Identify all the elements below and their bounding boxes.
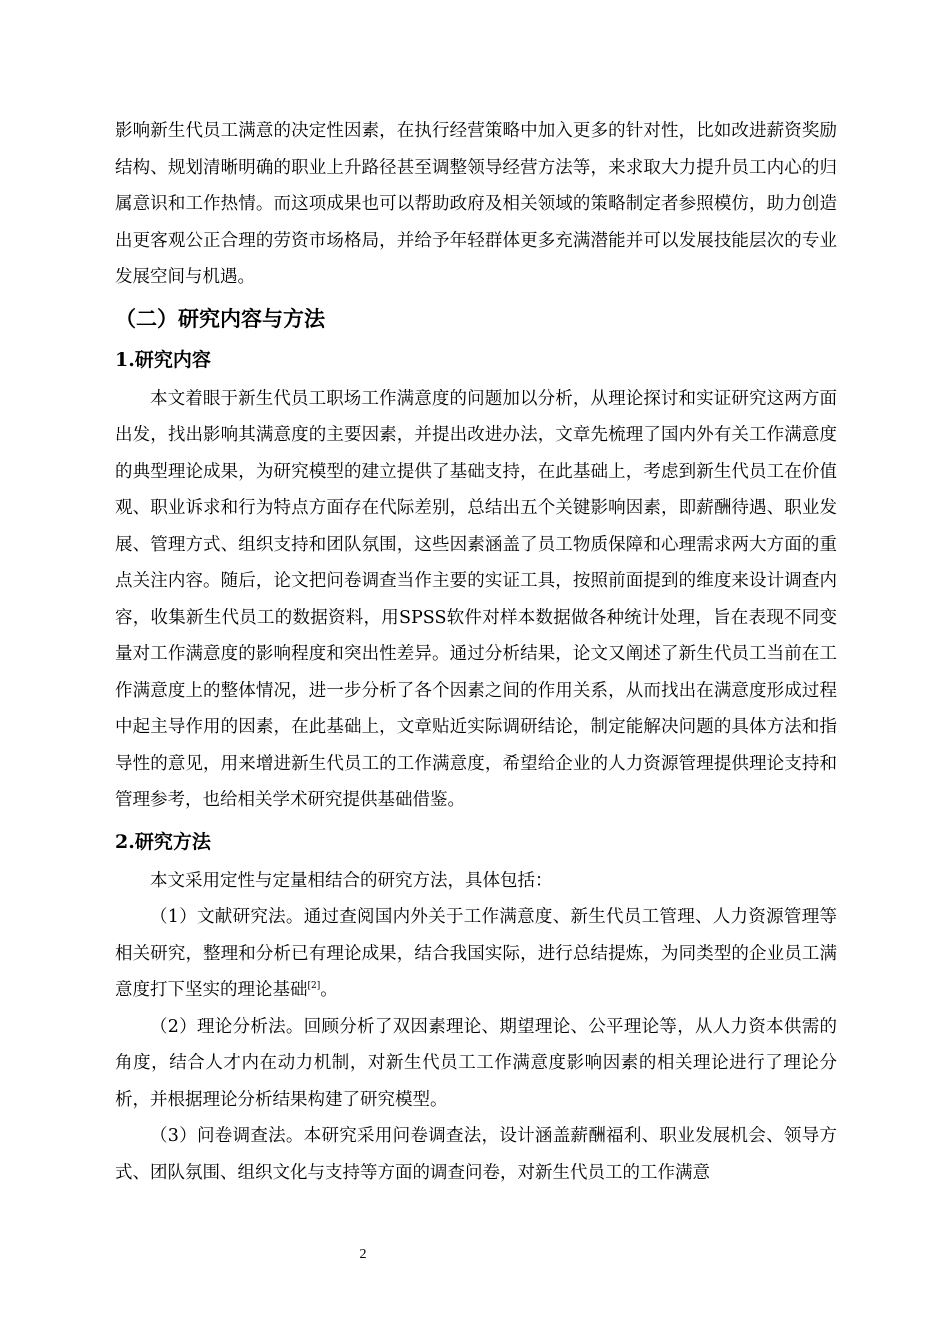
method-theory-paragraph: （2）理论分析法。回顾分析了双因素理论、期望理论、公平理论等，从人力资本供需的角度，结合人才内在动力机制，对新生代员工工作满意度影响因素的相关理论进行了理论分析，并根据理论分析结果构建了研究模型。 <box>115 1016 837 1110</box>
research-content-heading: 1.研究内容 <box>115 348 211 371</box>
page-body <box>115 113 837 1191</box>
method-literature-paragraph <box>115 899 837 1009</box>
method-survey-paragraph: （3）问卷调查法。本研究采用问卷调查法，设计涵盖薪酬福利、职业发展机会、领导方式、团队氛围、组织文化与支持等方面的调查问卷，对新生代员工的工作满意 <box>115 1126 837 1183</box>
method-literature-end: 。 <box>320 980 338 1000</box>
method-literature-text: （1）文献研究法。通过查阅国内外关于工作满意度、新生代员工管理、人力资源管理等相关研究，整理和分析已有理论成果，结合我国实际，进行总结提炼，为同类型的企业员工满意度打下坚实的理论基础 <box>115 907 837 1000</box>
citation-reference: [2] <box>307 981 321 992</box>
page-number: 2 <box>359 1247 367 1262</box>
research-method-heading: 2.研究方法 <box>115 830 211 853</box>
research-content-paragraph: 本文着眼于新生代员工职场工作满意度的问题加以分析，从理论探讨和实证研究这两方面出发，找出影响其满意度的主要因素，并提出改进办法，文章先梳理了国内外有关工作满意度的典型理论成果，为研究模型的建立提供了基础支持，在此基础上，考虑到新生代员工在价值观、职业诉求和行为特点方面存在代际差别，总结出五个关键影响因素，即薪酬待遇、职业发展、管理方式、组织支持和团队氛围，这些因素涵盖了员工物质保障和心理需求两大方面的重点关注内容。随后，论文把问卷调查当作主要的实证工具，按照前面提到的维度来设计调查内容，收集新生代员工的数据资料，用SPSS软件对样本数据做各种统计处理，旨在表现不同变量对工作满意度的影响程度和突出性差异。通过分析结果，论文又阐述了新生代员工当前在工作满意度上的整体情况，进一步分析了各个因素之间的作用关系，从而找出在满意度形成过程中起主导作用的因素，在此基础上，文章贴近实际调研结论，制定能解决问题的具体方法和指导性的意见，用来增进新生代员工的工作满意度，希望给企业的人力资源管理提供理论支持和管理参考，也给相关学术研究提供基础借鉴。 <box>115 388 837 810</box>
method-intro-paragraph: 本文采用定性与定量相结合的研究方法，具体包括： <box>150 870 553 891</box>
section-heading: （二）研究内容与方法 <box>115 305 325 331</box>
intro-continuation-paragraph: 影响新生代员工满意的决定性因素，在执行经营策略中加入更多的针对性，比如改进薪资奖励结构、规划清晰明确的职业上升路径甚至调整领导经营方法等，来求取大力提升员工内心的归属意识和工作热情。而这项成果也可以帮助政府及相关领域的策略制定者参照模仿，助力创造出更客观公正合理的劳资市场格局，并给予年轻群体更多充满潜能并可以发展技能层次的专业发展空间与机遇。 <box>115 121 837 287</box>
